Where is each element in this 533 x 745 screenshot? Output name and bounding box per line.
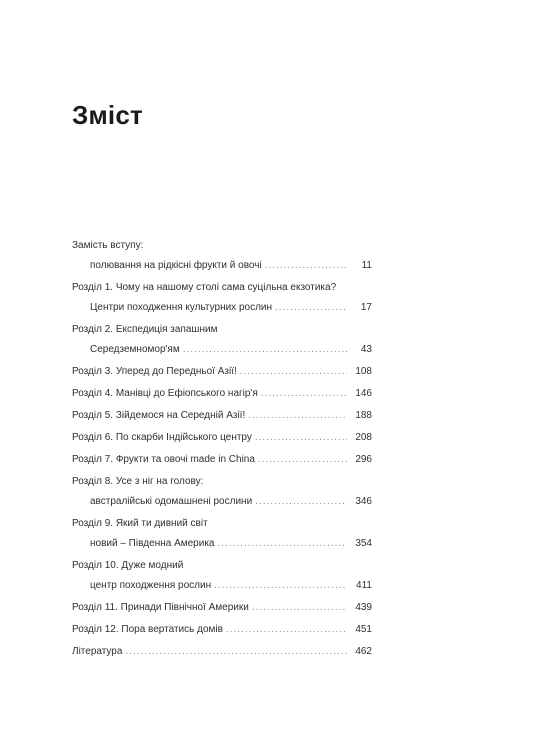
toc-entry[interactable] <box>72 428 372 448</box>
toc-entry-text: Центри походження культурних рослин <box>90 302 273 313</box>
toc-entry-text: Розділ 7. Фрукти та овочі made in China <box>72 454 255 465</box>
toc-entry-title-line <box>72 236 372 256</box>
toc-page-number: 296 <box>355 454 372 465</box>
dot-leader <box>255 428 347 448</box>
toc-entry[interactable] <box>72 236 372 276</box>
toc-entry-text: Середземномор'ям <box>90 344 180 355</box>
toc-entry-title-line <box>72 384 372 404</box>
toc-entry-title-line <box>72 472 372 492</box>
toc-entry-title-line <box>72 362 372 382</box>
toc-entry-text: Розділ 12. Пора вертатись домів <box>72 624 223 635</box>
toc-entry-text: Розділ 2. Експедиція запашним <box>72 324 218 335</box>
dot-leader <box>125 642 347 662</box>
toc-entry-text: Розділ 6. По скарби Індійського центру <box>72 432 252 443</box>
toc-page-number: 439 <box>355 602 372 613</box>
toc-entry-continuation-line <box>72 576 372 596</box>
toc-entry-continuation-line <box>72 534 372 554</box>
toc-entry-title-line <box>72 278 372 298</box>
toc-page-number: 108 <box>355 366 372 377</box>
toc-entry-continuation-line <box>72 492 372 512</box>
toc-entry[interactable] <box>72 384 372 404</box>
toc-entry-text: новий – Південна Америка <box>90 538 215 549</box>
dot-leader <box>240 362 347 382</box>
toc-entry[interactable] <box>72 620 372 640</box>
toc-entry-title-line <box>72 320 372 340</box>
dot-leader <box>265 256 347 276</box>
toc-entry-continuation-line <box>72 256 372 276</box>
toc-entry-text: полювання на рідкісні фрукти й овочі <box>90 260 262 271</box>
dot-leader <box>218 534 348 554</box>
toc-entry-text: Розділ 1. Чому на нашому столі сама суцільна екзотика? <box>72 282 337 293</box>
toc-page-number: 346 <box>355 496 372 507</box>
toc-entry-text: центр походження рослин <box>90 580 212 591</box>
dot-leader <box>261 384 347 404</box>
toc-entry-text: Розділ 5. Зійдемося на Середній Азії! <box>72 410 246 421</box>
dot-leader <box>255 492 347 512</box>
toc-entry-title-line <box>72 450 372 470</box>
toc-entry-text: Розділ 9. Який ти дивний світ <box>72 518 208 529</box>
table-of-contents <box>72 236 372 662</box>
toc-entry-text: Замість вступу: <box>72 240 144 251</box>
toc-page-number: 208 <box>355 432 372 443</box>
toc-entry[interactable] <box>72 642 372 662</box>
toc-entry-title-line <box>72 428 372 448</box>
toc-page-number: 188 <box>355 410 372 421</box>
toc-entry[interactable] <box>72 406 372 426</box>
toc-entry-title-line <box>72 598 372 618</box>
toc-page-number: 146 <box>355 388 372 399</box>
toc-entry[interactable] <box>72 598 372 618</box>
toc-page-number: 411 <box>356 580 372 591</box>
toc-entry-text: Розділ 3. Уперед до Передньої Азії! <box>72 366 237 377</box>
toc-page-number: 354 <box>355 538 372 549</box>
toc-entry-title-line <box>72 620 372 640</box>
toc-entry[interactable] <box>72 514 372 554</box>
toc-entry-title-line <box>72 556 372 576</box>
dot-leader <box>226 620 347 640</box>
toc-entry-continuation-line <box>72 340 372 360</box>
toc-entry-text: Розділ 8. Усе з ніг на голову: <box>72 476 204 487</box>
toc-entry-title-line <box>72 406 372 426</box>
toc-entry-text: Розділ 10. Дуже модний <box>72 560 184 571</box>
page-title: Зміст <box>72 100 143 130</box>
toc-entry[interactable] <box>72 556 372 596</box>
dot-leader <box>214 576 347 596</box>
toc-entry-text: Література <box>72 646 123 657</box>
dot-leader <box>252 598 347 618</box>
toc-entry[interactable] <box>72 362 372 382</box>
dot-leader <box>258 450 347 470</box>
toc-entry[interactable] <box>72 472 372 512</box>
toc-entry[interactable] <box>72 278 372 318</box>
dot-leader <box>275 298 347 318</box>
dot-leader <box>248 406 347 426</box>
toc-entry-text: австралійські одомашнені рослини <box>90 496 253 507</box>
toc-entry-title-line <box>72 642 372 662</box>
toc-entry-continuation-line <box>72 298 372 318</box>
dot-leader <box>183 340 347 360</box>
toc-page-number: 43 <box>360 344 372 355</box>
toc-page-number: 17 <box>360 302 372 313</box>
toc-page-number: 462 <box>355 646 372 657</box>
toc-page-number: 451 <box>355 624 372 635</box>
toc-entry[interactable] <box>72 450 372 470</box>
toc-entry-text: Розділ 11. Принади Північної Америки <box>72 602 249 613</box>
toc-entry[interactable] <box>72 320 372 360</box>
toc-entry-text: Розділ 4. Манівці до Ефіопського нагір'я <box>72 388 258 399</box>
toc-entry-title-line <box>72 514 372 534</box>
toc-page-number: 11 <box>361 260 372 271</box>
